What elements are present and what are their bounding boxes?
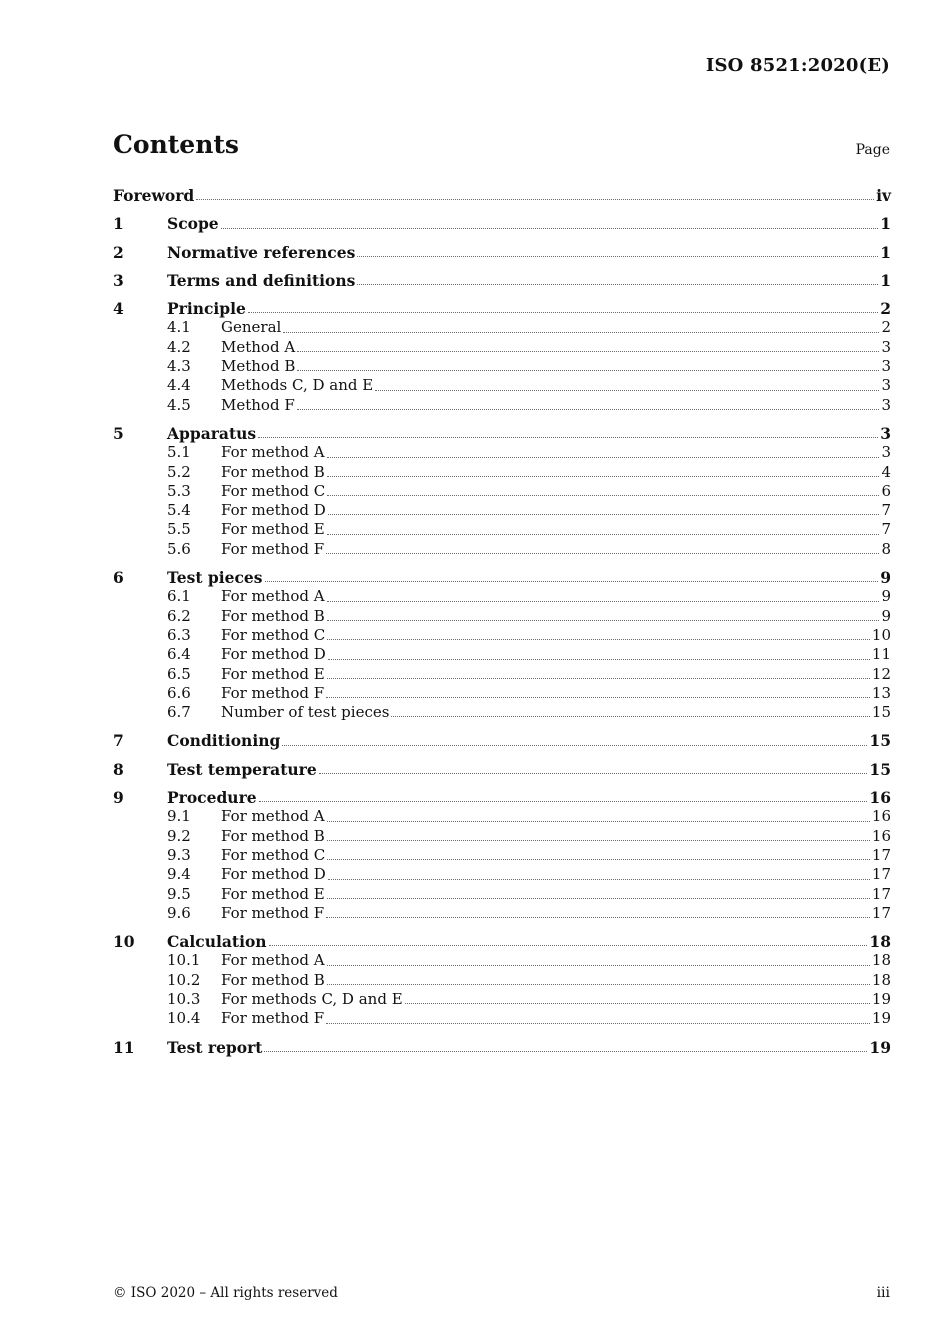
toc-entry-subsection[interactable] bbox=[113, 665, 891, 684]
footer-page-number: iii bbox=[876, 1285, 890, 1301]
toc-subsection-number: 6.6 bbox=[167, 683, 191, 702]
toc-subsection-number: 10.2 bbox=[167, 970, 201, 989]
toc-entry-section[interactable] bbox=[113, 424, 891, 443]
toc-page-number: 2 bbox=[880, 299, 891, 319]
toc-page-number: 19 bbox=[871, 989, 891, 1008]
toc-section-group bbox=[113, 932, 891, 1028]
toc-subsection-title: For method C bbox=[221, 481, 326, 500]
toc-section-title: Scope bbox=[167, 214, 219, 234]
dot-leader bbox=[357, 255, 878, 257]
toc-subsection-title: For method D bbox=[221, 645, 326, 664]
toc-entry-section[interactable] bbox=[113, 1038, 891, 1057]
toc-subsection-number: 5.5 bbox=[167, 520, 191, 539]
toc-section-title: Test report bbox=[167, 1037, 263, 1057]
dot-leader bbox=[265, 580, 879, 582]
dot-leader bbox=[264, 1050, 867, 1052]
toc-entry-subsection[interactable] bbox=[113, 645, 891, 664]
toc-page-number: 17 bbox=[871, 884, 891, 903]
toc-subsection-title: For method A bbox=[221, 587, 325, 606]
toc-entry-subsection[interactable] bbox=[113, 501, 891, 520]
page-column-label: Page bbox=[855, 142, 890, 158]
toc-entry-subsection[interactable] bbox=[113, 846, 891, 865]
toc-entry-subsection[interactable] bbox=[113, 807, 891, 826]
toc-entry-subsection[interactable] bbox=[113, 703, 891, 722]
toc-section-group bbox=[113, 788, 891, 923]
toc-section-title: Terms and definitions bbox=[167, 270, 356, 290]
toc-page-number: 9 bbox=[881, 587, 891, 606]
toc-page-number: 17 bbox=[871, 903, 891, 922]
toc-subsection-title: For method F bbox=[221, 903, 325, 922]
toc-page-number: 13 bbox=[871, 683, 891, 702]
toc-section-number: 9 bbox=[113, 788, 124, 808]
toc-entry-section[interactable] bbox=[113, 932, 891, 951]
toc-page-number: 1 bbox=[880, 214, 891, 234]
toc-subsection-number: 5.6 bbox=[167, 539, 191, 558]
toc-section-group bbox=[113, 243, 891, 262]
toc-entry-section[interactable] bbox=[113, 271, 891, 290]
toc-section-group bbox=[113, 299, 891, 415]
dot-leader bbox=[327, 839, 870, 841]
toc-entry-section[interactable] bbox=[113, 243, 891, 262]
toc-subsection-number: 9.4 bbox=[167, 865, 191, 884]
dot-leader bbox=[326, 916, 870, 918]
toc-entry-subsection[interactable] bbox=[113, 626, 891, 645]
toc-page-number: iv bbox=[876, 186, 891, 205]
toc-section-title: Test temperature bbox=[167, 759, 317, 779]
toc-entry-subsection[interactable] bbox=[113, 318, 891, 337]
toc-entry-section[interactable] bbox=[113, 788, 891, 807]
toc-subsection-number: 5.2 bbox=[167, 462, 191, 481]
toc-subsection-title: For method A bbox=[221, 951, 325, 970]
toc-subsection-number: 5.1 bbox=[167, 443, 191, 462]
toc-entry-subsection[interactable] bbox=[113, 827, 891, 846]
toc-entry-subsection[interactable] bbox=[113, 357, 891, 376]
toc-subsection-title: For method F bbox=[221, 1009, 325, 1028]
dot-leader bbox=[326, 696, 870, 698]
dot-leader bbox=[196, 198, 874, 200]
toc-page-number: 9 bbox=[881, 606, 891, 625]
toc-section-group bbox=[113, 214, 891, 233]
toc-entry-subsection[interactable] bbox=[113, 338, 891, 357]
toc-subsection-number: 6.1 bbox=[167, 587, 191, 606]
toc-section-number: 6 bbox=[113, 568, 124, 588]
dot-leader bbox=[326, 552, 879, 554]
toc-section-number: 4 bbox=[113, 299, 124, 319]
dot-leader bbox=[319, 772, 868, 774]
toc-subsection-title: For methods C, D and E bbox=[221, 989, 403, 1008]
toc-section-title: Procedure bbox=[167, 788, 257, 808]
toc-subsection-title: Method B bbox=[221, 357, 296, 376]
toc-entry-subsection[interactable] bbox=[113, 482, 891, 501]
toc-page-number: 2 bbox=[881, 318, 891, 337]
toc-section-title: Conditioning bbox=[167, 731, 281, 751]
dot-leader bbox=[357, 283, 878, 285]
toc-subsection-title: For method F bbox=[221, 539, 325, 558]
dot-leader bbox=[221, 227, 879, 229]
toc-subsection-title: For method B bbox=[221, 462, 325, 481]
toc-section-group bbox=[113, 760, 891, 779]
toc-subsection-number: 6.5 bbox=[167, 664, 191, 683]
toc-subsection-number: 9.2 bbox=[167, 826, 191, 845]
dot-leader bbox=[297, 369, 879, 371]
toc-page-number: 10 bbox=[871, 625, 891, 644]
dot-leader bbox=[327, 533, 880, 535]
toc-page-number: 17 bbox=[871, 845, 891, 864]
toc-subsection-number: 6.2 bbox=[167, 606, 191, 625]
dot-leader bbox=[327, 897, 870, 899]
toc-subsection-number: 4.5 bbox=[167, 395, 191, 414]
dot-leader bbox=[327, 820, 870, 822]
toc-page-number: 16 bbox=[871, 807, 891, 826]
toc-subsection-number: 10.4 bbox=[167, 1009, 201, 1028]
toc-page-number: 9 bbox=[880, 568, 891, 588]
toc-section-group bbox=[113, 568, 891, 722]
toc-section-number: 11 bbox=[113, 1037, 135, 1057]
toc-subsection-title: General bbox=[221, 318, 282, 337]
toc-page-number: 1 bbox=[880, 270, 891, 290]
toc-entry-subsection[interactable] bbox=[113, 1009, 891, 1028]
toc-page-number: 7 bbox=[881, 501, 891, 520]
toc-section-number: 3 bbox=[113, 270, 124, 290]
dot-leader bbox=[258, 436, 878, 438]
dot-leader bbox=[327, 475, 880, 477]
toc-entry-subsection[interactable] bbox=[113, 540, 891, 559]
toc-subsection-number: 4.4 bbox=[167, 376, 191, 395]
toc-page-number: 18 bbox=[871, 970, 891, 989]
contents-heading: Contents bbox=[113, 130, 240, 159]
toc-page-number: 12 bbox=[871, 664, 891, 683]
toc-subsection-title: Number of test pieces bbox=[221, 703, 390, 722]
dot-leader bbox=[327, 677, 870, 679]
toc-subsection-title: For method A bbox=[221, 443, 325, 462]
toc-page-number: 3 bbox=[881, 337, 891, 356]
dot-leader bbox=[327, 964, 870, 966]
toc-subsection-title: For method D bbox=[221, 501, 326, 520]
toc-subsection-number: 5.3 bbox=[167, 481, 191, 500]
toc-subsection-title: For method F bbox=[221, 683, 325, 702]
toc-entry-subsection[interactable] bbox=[113, 376, 891, 395]
toc-page-number: 17 bbox=[871, 865, 891, 884]
toc-title: Foreword bbox=[113, 186, 195, 205]
toc-subsection-title: For method C bbox=[221, 845, 326, 864]
toc-subsection-title: For method E bbox=[221, 884, 325, 903]
toc-section-number: 2 bbox=[113, 242, 124, 262]
toc-page-number: 19 bbox=[871, 1009, 891, 1028]
toc-entry-foreword[interactable] bbox=[113, 186, 891, 205]
dot-leader bbox=[328, 513, 880, 515]
dot-leader bbox=[297, 408, 880, 410]
toc-section-group bbox=[113, 731, 891, 750]
toc-subsection-title: Method A bbox=[221, 337, 296, 356]
toc-subsection-number: 9.5 bbox=[167, 884, 191, 903]
dot-leader bbox=[327, 858, 870, 860]
toc-subsection-title: For method E bbox=[221, 520, 325, 539]
dot-leader bbox=[391, 715, 869, 717]
toc-subsection-title: For method D bbox=[221, 865, 326, 884]
toc-section-title: Calculation bbox=[167, 932, 267, 952]
toc-page-number: 16 bbox=[871, 826, 891, 845]
toc-page-number: 1 bbox=[880, 242, 891, 262]
table-of-contents bbox=[113, 186, 891, 1066]
toc-entry-subsection[interactable] bbox=[113, 885, 891, 904]
toc-subsection-title: For method B bbox=[221, 970, 325, 989]
toc-page-number: 18 bbox=[869, 932, 891, 952]
toc-page-number: 7 bbox=[881, 520, 891, 539]
dot-leader bbox=[297, 350, 879, 352]
dot-leader bbox=[269, 944, 868, 946]
toc-page-number: 15 bbox=[869, 759, 891, 779]
toc-page-number: 16 bbox=[869, 788, 891, 808]
dot-leader bbox=[282, 744, 867, 746]
toc-subsection-number: 4.3 bbox=[167, 357, 191, 376]
toc-page-number: 8 bbox=[881, 539, 891, 558]
toc-entry-subsection[interactable] bbox=[113, 396, 891, 415]
dot-leader bbox=[327, 619, 880, 621]
toc-page-number: 4 bbox=[881, 462, 891, 481]
toc-page-number: 3 bbox=[880, 423, 891, 443]
toc-section-group bbox=[113, 424, 891, 559]
toc-entry-section[interactable] bbox=[113, 731, 891, 750]
toc-entry-section[interactable] bbox=[113, 760, 891, 779]
toc-subsection-number: 10.3 bbox=[167, 989, 201, 1008]
toc-subsection-title: For method E bbox=[221, 664, 325, 683]
toc-subsection-title: For method B bbox=[221, 606, 325, 625]
toc-page-number: 11 bbox=[871, 645, 891, 664]
dot-leader bbox=[328, 878, 870, 880]
toc-page-number: 15 bbox=[869, 731, 891, 751]
toc-section-title: Principle bbox=[167, 299, 246, 319]
toc-entry-subsection[interactable] bbox=[113, 443, 891, 462]
toc-entry-subsection[interactable] bbox=[113, 971, 891, 990]
toc-entry-subsection[interactable] bbox=[113, 684, 891, 703]
toc-subsection-title: Methods C, D and E bbox=[221, 376, 374, 395]
toc-section-number: 8 bbox=[113, 759, 124, 779]
dot-leader bbox=[327, 600, 880, 602]
toc-entry-subsection[interactable] bbox=[113, 865, 891, 884]
toc-entry-section[interactable] bbox=[113, 299, 891, 318]
toc-subsection-title: For method B bbox=[221, 826, 325, 845]
toc-subsection-number: 6.4 bbox=[167, 645, 191, 664]
toc-subsection-title: For method A bbox=[221, 807, 325, 826]
toc-section-group bbox=[113, 1038, 891, 1057]
toc-subsection-number: 5.4 bbox=[167, 501, 191, 520]
toc-subsection-title: For method C bbox=[221, 625, 326, 644]
toc-section-title: Test pieces bbox=[167, 568, 263, 588]
dot-leader bbox=[327, 494, 879, 496]
toc-section-number: 7 bbox=[113, 731, 124, 751]
toc-subsection-title: Method F bbox=[221, 395, 295, 414]
toc-entry-section[interactable] bbox=[113, 214, 891, 233]
toc-subsection-number: 9.6 bbox=[167, 903, 191, 922]
toc-entry-section[interactable] bbox=[113, 568, 891, 587]
dot-leader bbox=[375, 389, 879, 391]
dot-leader bbox=[327, 456, 880, 458]
dot-leader bbox=[326, 1022, 870, 1024]
toc-entry-subsection[interactable] bbox=[113, 951, 891, 970]
dot-leader bbox=[248, 311, 878, 313]
toc-page-number: 3 bbox=[881, 395, 891, 414]
document-id: ISO 8521:2020(E) bbox=[705, 55, 890, 76]
toc-section-title: Apparatus bbox=[167, 423, 257, 443]
toc-page-number: 3 bbox=[881, 376, 891, 395]
toc-entry-subsection[interactable] bbox=[113, 463, 891, 482]
toc-entry-subsection[interactable] bbox=[113, 990, 891, 1009]
toc-subsection-number: 6.3 bbox=[167, 625, 191, 644]
toc-page-number: 6 bbox=[881, 481, 891, 500]
dot-leader bbox=[327, 983, 870, 985]
toc-entry-subsection[interactable] bbox=[113, 520, 891, 539]
copyright-notice: © ISO 2020 – All rights reserved bbox=[113, 1285, 338, 1301]
dot-leader bbox=[283, 331, 879, 333]
toc-section-group bbox=[113, 271, 891, 290]
toc-section-number: 10 bbox=[113, 932, 135, 952]
toc-section-title: Normative references bbox=[167, 242, 356, 262]
toc-page-number: 15 bbox=[871, 703, 891, 722]
toc-subsection-number: 4.2 bbox=[167, 337, 191, 356]
toc-subsection-number: 9.1 bbox=[167, 807, 191, 826]
toc-subsection-number: 6.7 bbox=[167, 703, 191, 722]
toc-entry-subsection[interactable] bbox=[113, 607, 891, 626]
toc-section-number: 5 bbox=[113, 423, 124, 443]
toc-page-number: 19 bbox=[869, 1037, 891, 1057]
dot-leader bbox=[328, 658, 870, 660]
toc-entry-subsection[interactable] bbox=[113, 587, 891, 606]
toc-page-number: 18 bbox=[871, 951, 891, 970]
toc-subsection-number: 4.1 bbox=[167, 318, 191, 337]
toc-page-number: 3 bbox=[881, 357, 891, 376]
toc-section-number: 1 bbox=[113, 214, 124, 234]
toc-subsection-number: 10.1 bbox=[167, 951, 201, 970]
dot-leader bbox=[327, 638, 870, 640]
dot-leader bbox=[259, 800, 868, 802]
toc-page-number: 3 bbox=[881, 443, 891, 462]
dot-leader bbox=[405, 1002, 870, 1004]
toc-entry-subsection[interactable] bbox=[113, 904, 891, 923]
toc-subsection-number: 9.3 bbox=[167, 845, 191, 864]
